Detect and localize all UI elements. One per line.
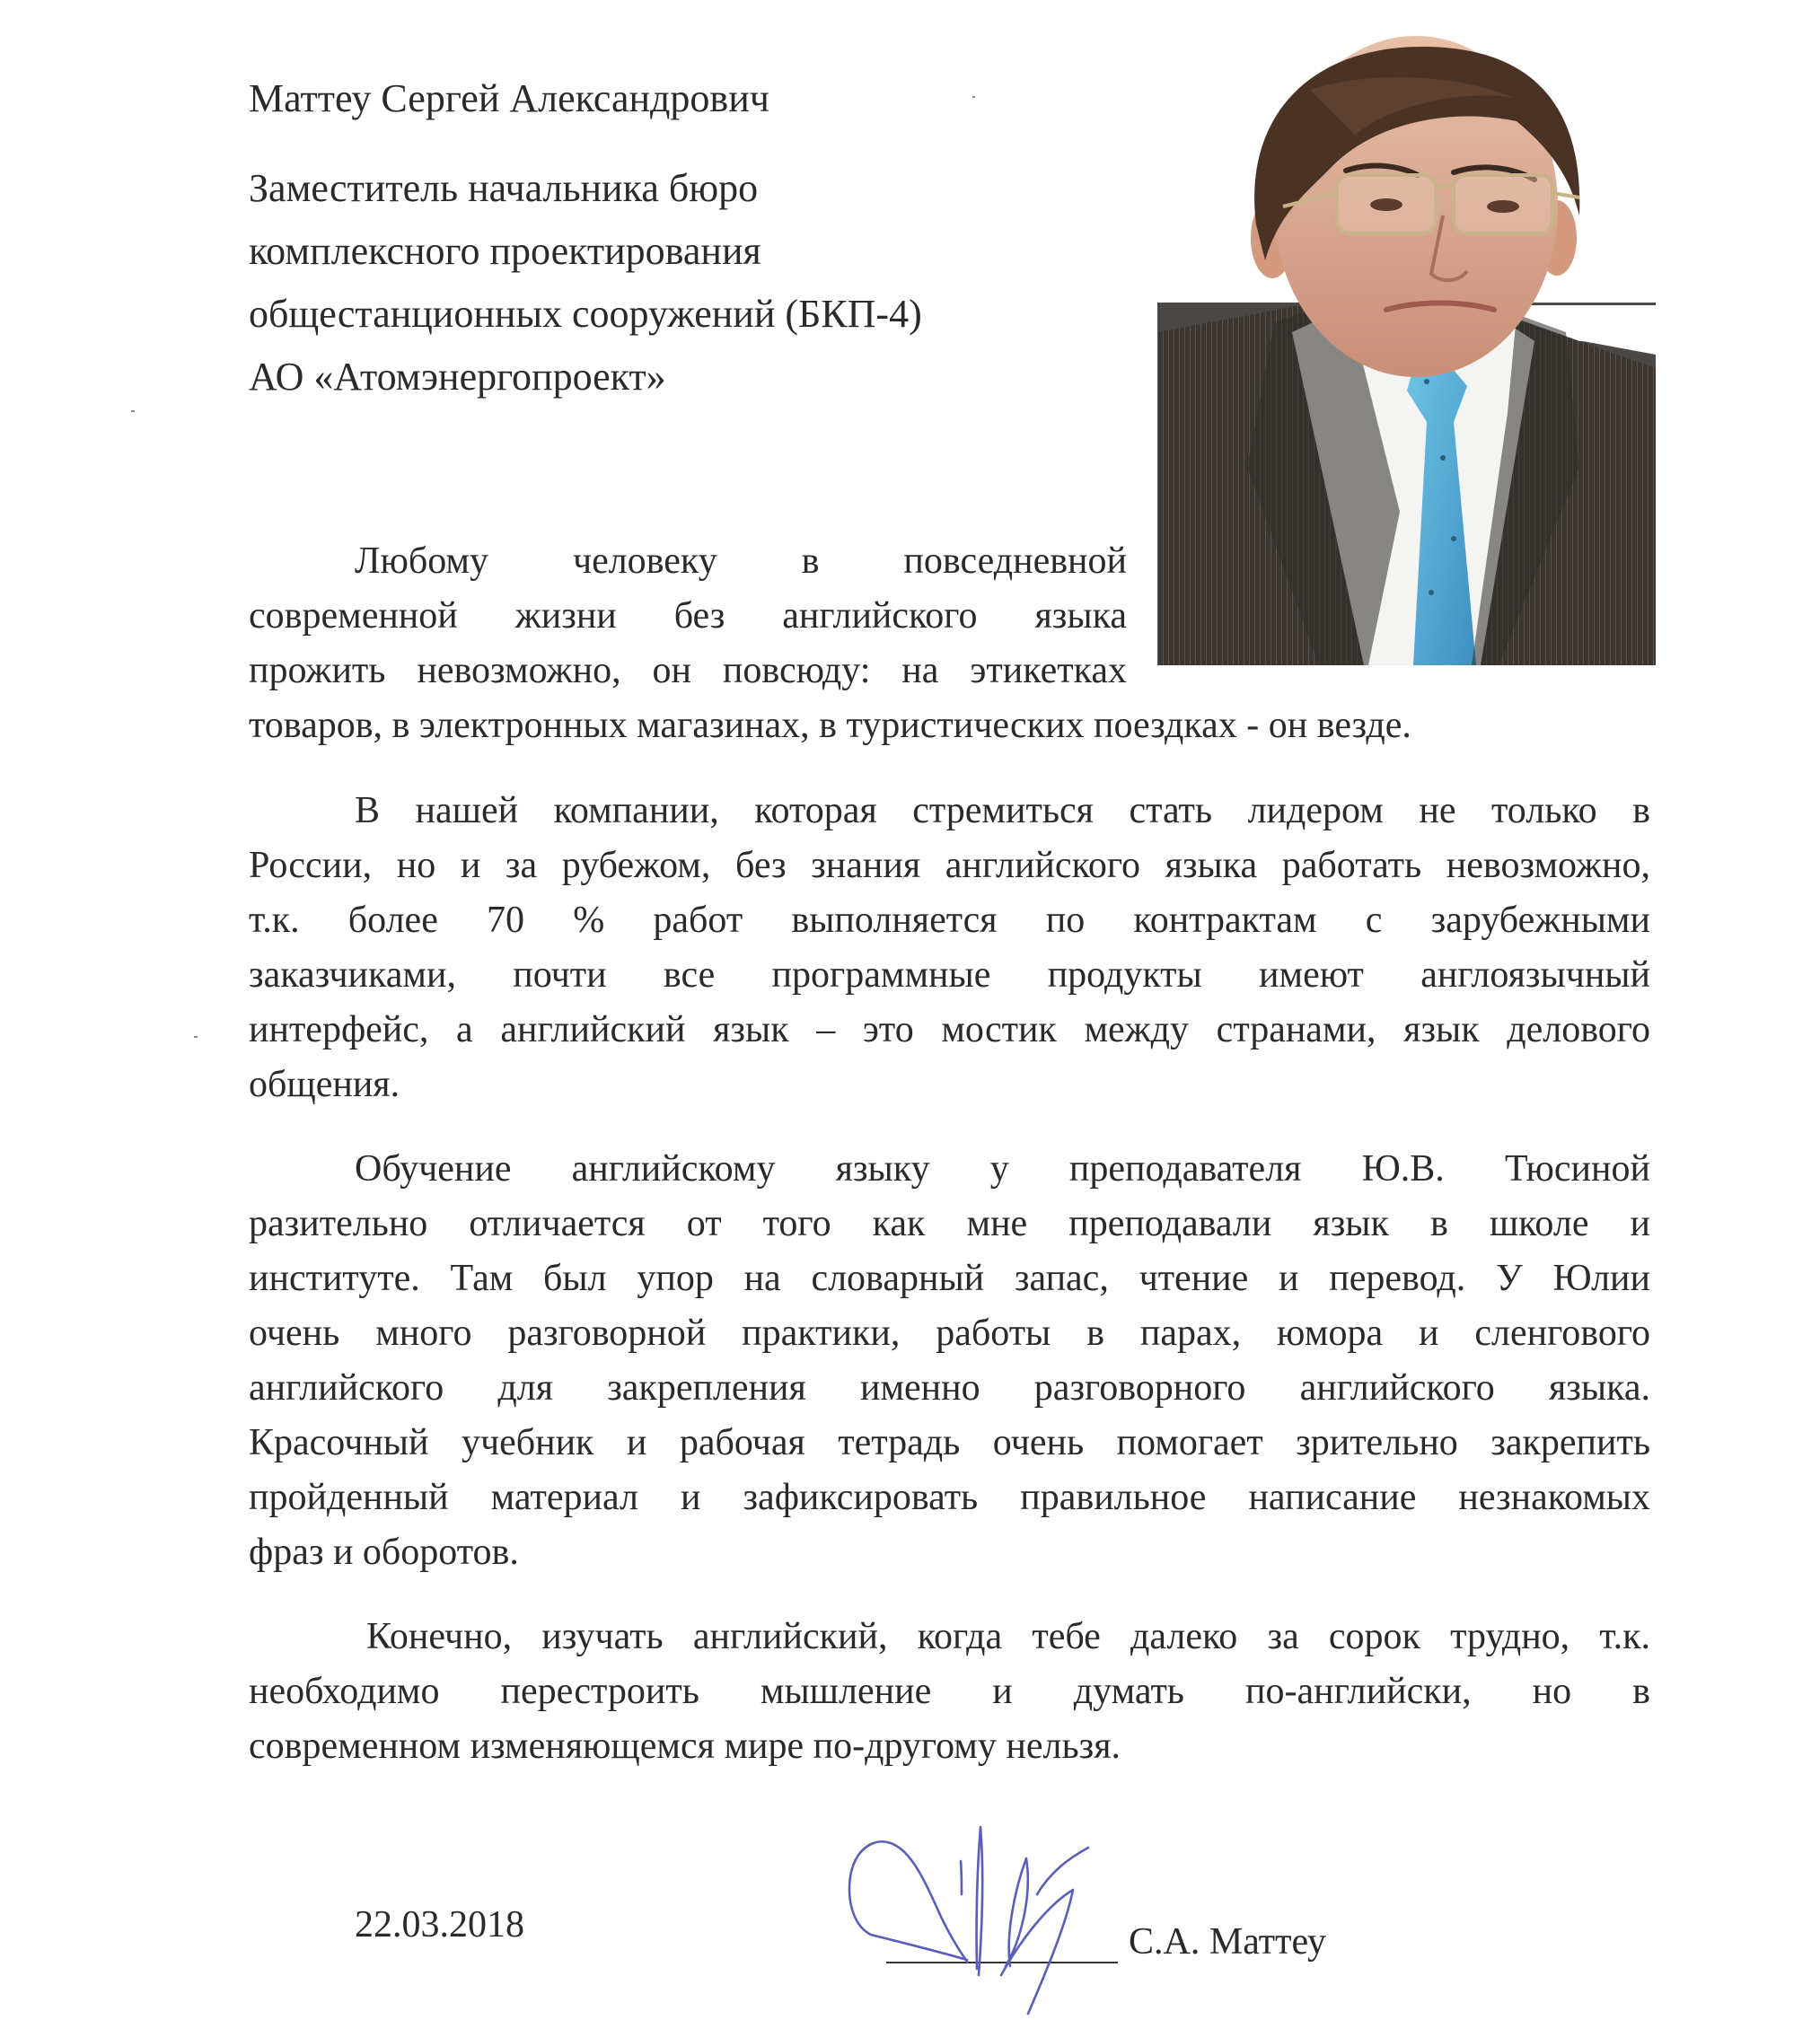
paragraph-line: разительно отличается от того как мне преподавали язык в школе и — [249, 1203, 1650, 1244]
paragraph-line: английского для закрепления именно разговорного английского языка. — [249, 1367, 1650, 1409]
paragraph-line: В нашей компании, которая стремиться стать лидером не только в — [355, 790, 1650, 831]
scan-speck — [972, 96, 975, 98]
paragraph-line: общения. — [249, 1064, 400, 1105]
paragraph-line: прожить невозможно, он повсюду: на этикетках — [249, 650, 1127, 691]
organization-line: АО «Атомэнергопроект» — [249, 355, 666, 399]
signature-name: С.А. Маттеу — [1129, 1921, 1327, 1963]
paragraph-line: товаров, в электронных магазинах, в туристических поездках - он везде. — [249, 705, 1411, 746]
handwritten-signature — [835, 1818, 1131, 2016]
paragraph-line: очень много разговорной практики, работы в парах, юмора и сленгового — [249, 1313, 1650, 1354]
scan-speck — [194, 1036, 198, 1038]
position-line: общестанционных сооружений (БКП-4) — [249, 292, 922, 336]
paragraph-line: заказчиками, почти все программные продукты имеют англоязычный — [249, 954, 1650, 996]
paragraph-line: пройденный материал и зафиксировать правильное написание незнакомых — [249, 1477, 1650, 1518]
paragraph-line: Обучение английскому языку у преподавателя Ю.В. Тюсиной — [355, 1148, 1650, 1190]
date: 22.03.2018 — [355, 1904, 524, 1945]
portrait-photo — [1157, 36, 1656, 665]
paragraph-line: Красочный учебник и рабочая тетрадь очень помогает зрительно закрепить — [249, 1422, 1650, 1463]
position-line: комплексного проектирования — [249, 229, 761, 273]
paragraph-line: современном изменяющемся мире по-другому нельзя. — [249, 1726, 1121, 1767]
position-line: Заместитель начальника бюро — [249, 166, 759, 210]
paragraph-line: фраз и оборотов. — [249, 1532, 519, 1573]
paragraph-line: интерфейс, а английский язык – это мостик между странами, язык делового — [249, 1009, 1650, 1050]
person-name: Маттеу Сергей Александрович — [249, 76, 769, 120]
paragraph-line: т.к. более 70 % работ выполняется по контрактам с зарубежными — [249, 900, 1650, 941]
paragraph-line: Любому человеку в повседневной — [355, 540, 1127, 582]
paragraph-line: необходимо перестроить мышление и думать по-английски, но в — [249, 1671, 1650, 1712]
paragraph-line: институте. Там был упор на словарный запас, чтение и перевод. У Юлии — [249, 1258, 1650, 1299]
paragraph-line: современной жизни без английского языка — [249, 595, 1127, 637]
scan-speck — [131, 410, 135, 412]
paragraph-line: России, но и за рубежом, без знания английского языка работать невозможно, — [249, 845, 1650, 886]
paragraph-line: Конечно, изучать английский, когда тебе далеко за сорок трудно, т.к. — [366, 1616, 1650, 1657]
